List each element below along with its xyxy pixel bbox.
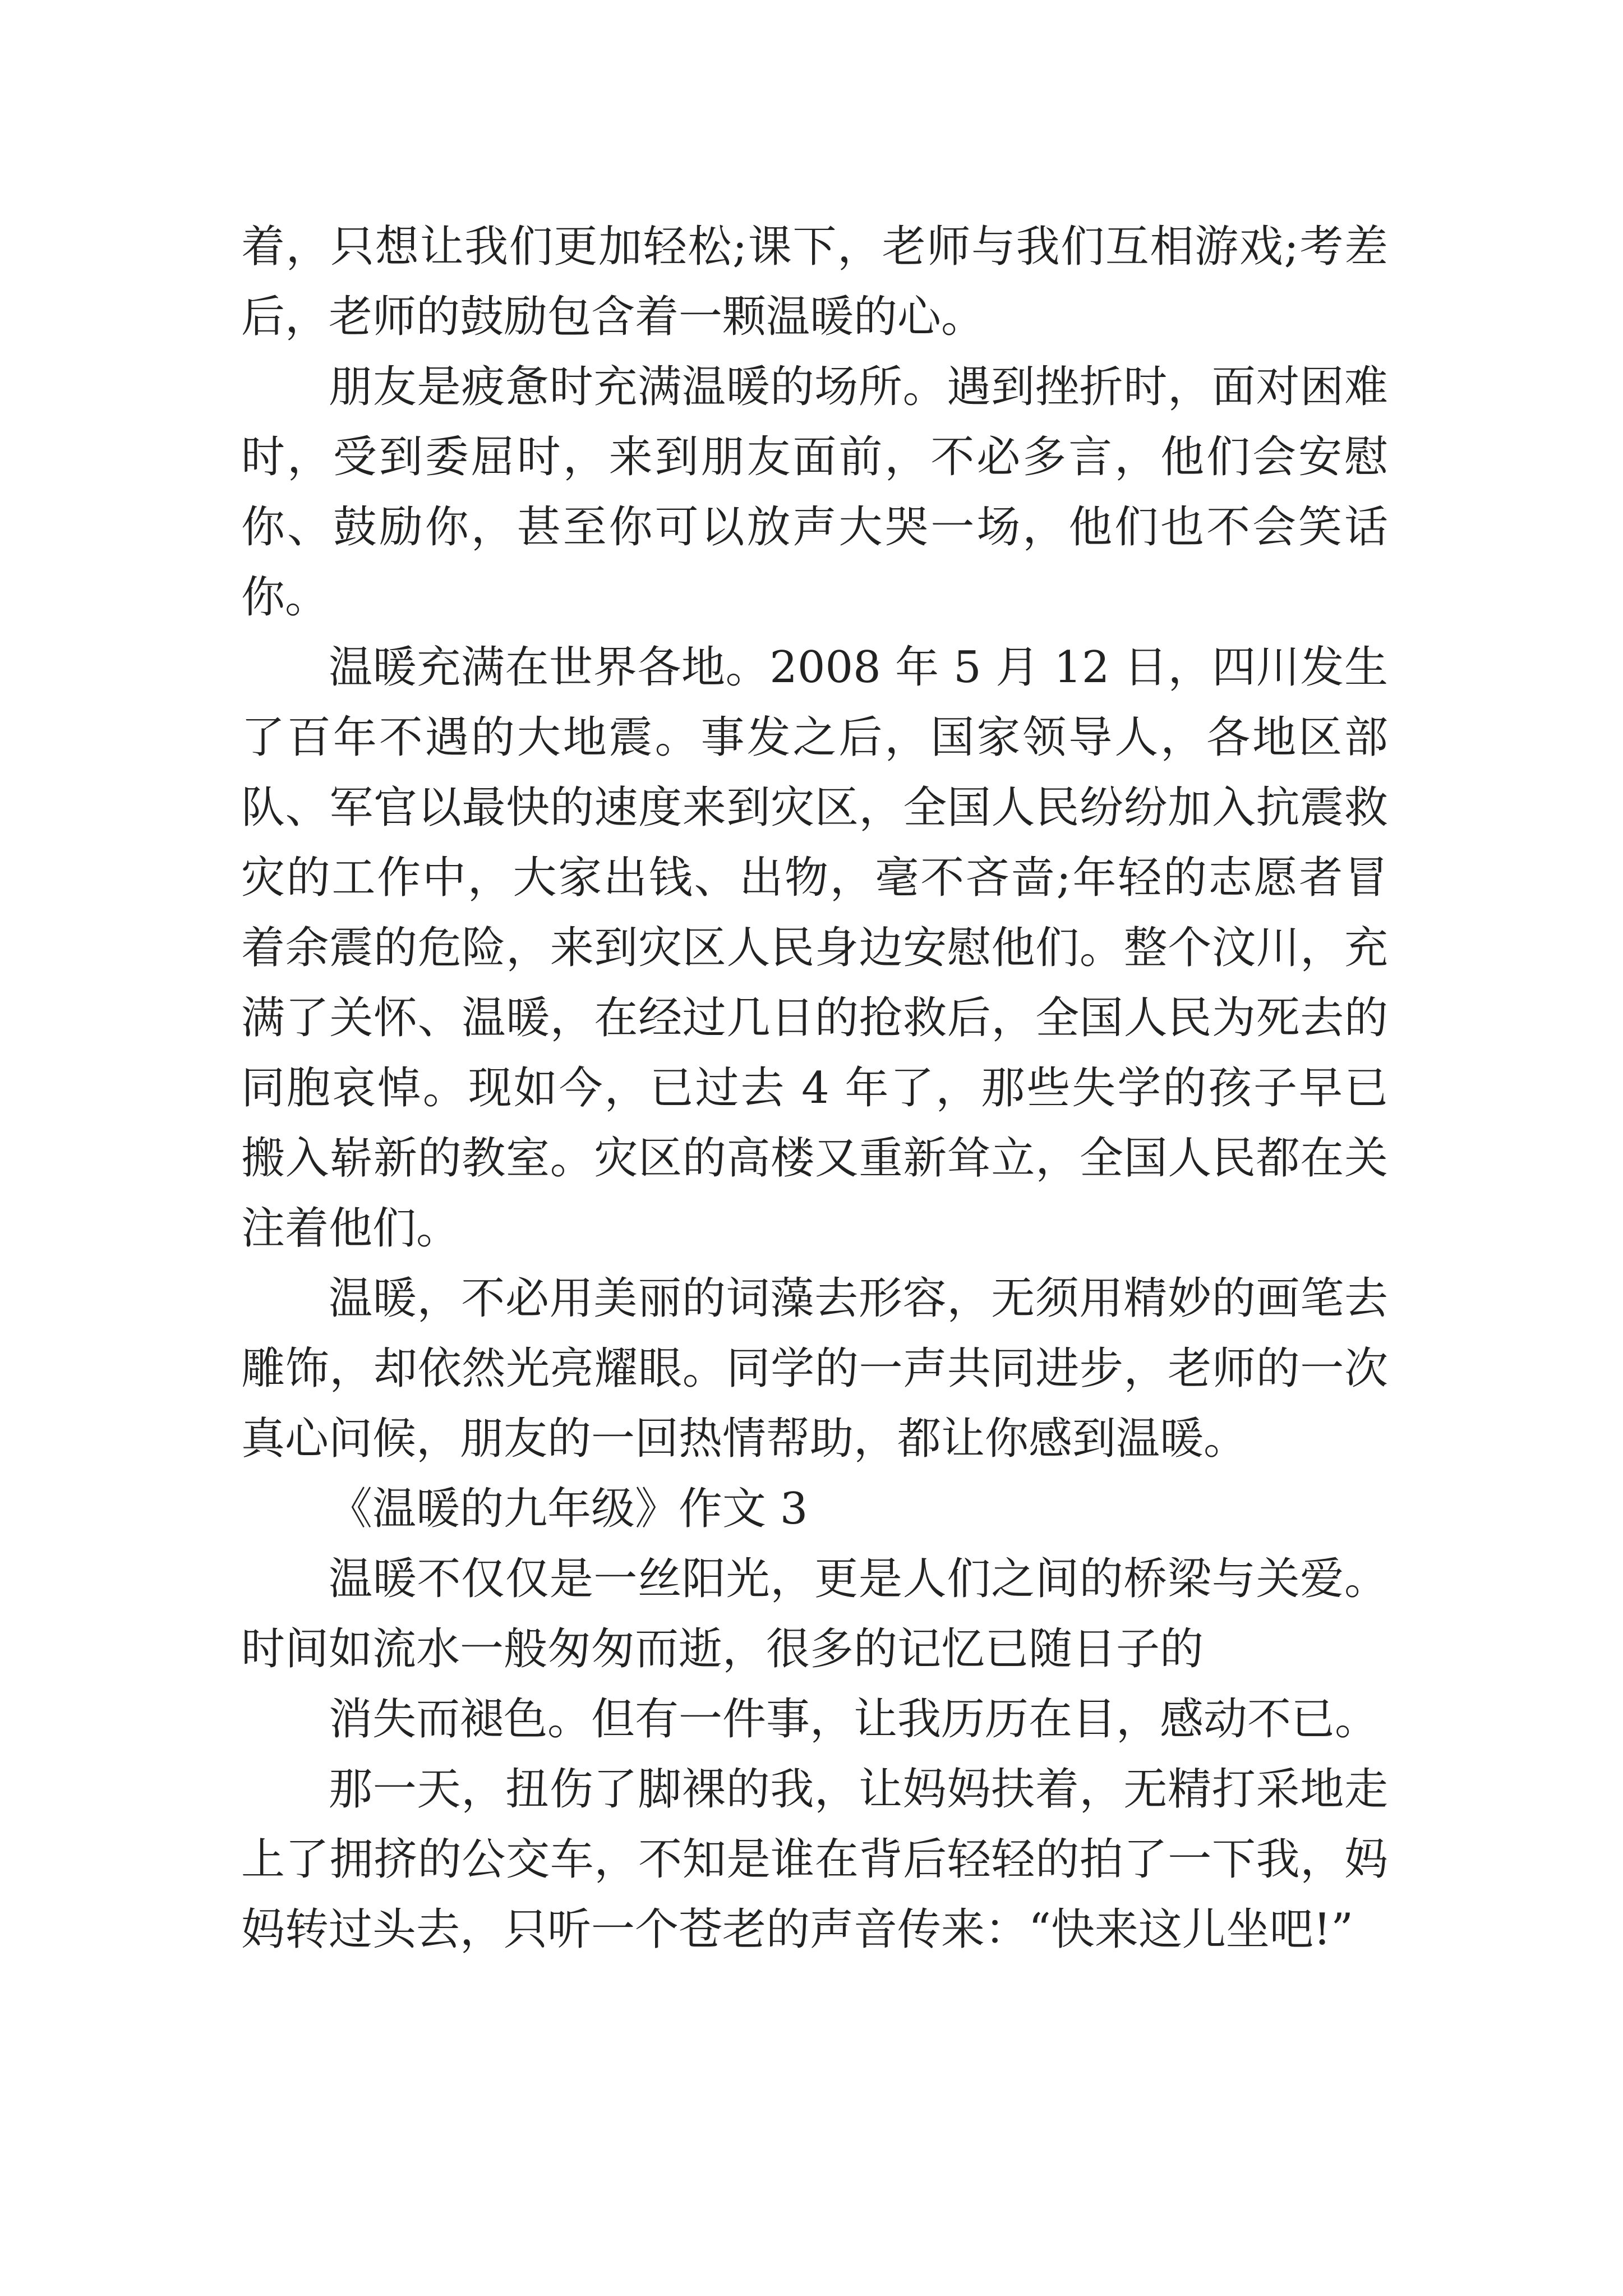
essay-title: 《温暖的九年级》作文 3	[329, 1484, 808, 1534]
paragraph-friends: 朋友是疲惫时充满温暖的场所。遇到挫折时，面对困难时，受到委屈时，来到朋友面前，不必多言，他们会安慰你、鼓励你，甚至你可以放声大哭一场，他们也不会笑话你。	[241, 362, 1388, 623]
paragraph-essay3-bus: 那一天，扭伤了脚裸的我，让妈妈扶着，无精打采地走上了拥挤的公交车，不知是谁在背后轻轻的拍了一下我，妈妈转过头去，只听一个苍老的声音传来：“快来这儿坐吧!”	[241, 1764, 1388, 1955]
paragraph-continuation: 着，只想让我们更加轻松;课下，老师与我们互相游戏;考差后，老师的鼓励包含着一颗温暖的心。	[241, 222, 1388, 342]
paragraph-essay3-intro: 温暖不仅仅是一丝阳光，更是人们之间的桥梁与关爱。时间如流水一般匆匆而逝，很多的记忆已随日子的	[241, 1554, 1388, 1674]
document-body	[241, 212, 1388, 1965]
paragraph-warmth-summary: 温暖，不必用美丽的词藻去形容，无须用精妙的画笔去雕饰，却依然光亮耀眼。同学的一声共同进步，老师的一次真心问候，朋友的一回热情帮助，都让你感到温暖。	[241, 1273, 1388, 1464]
paragraph-earthquake: 温暖充满在世界各地。2008 年 5 月 12 日，四川发生了百年不遇的大地震。事发之后，国家领导人，各地区部队、军官以最快的速度来到灾区，全国人民纷纷加入抗震救灾的工作中，大家出钱、出物，毫不吝啬;年轻的志愿者冒着余震的危险，来到灾区人民身边安慰他们。整个汶川，充满了关怀、温暖，在经过几日的抢救后，全国人民为死去的同胞哀悼。现如今，已过去 4 年了，那些失学的孩子早已搬入崭新的教室。灾区的高楼又重新耸立，全国人民都在关注着他们。	[241, 642, 1388, 1254]
paragraph-essay3-memory: 消失而褪色。但有一件事，让我历历在目，感动不已。	[329, 1694, 1379, 1745]
